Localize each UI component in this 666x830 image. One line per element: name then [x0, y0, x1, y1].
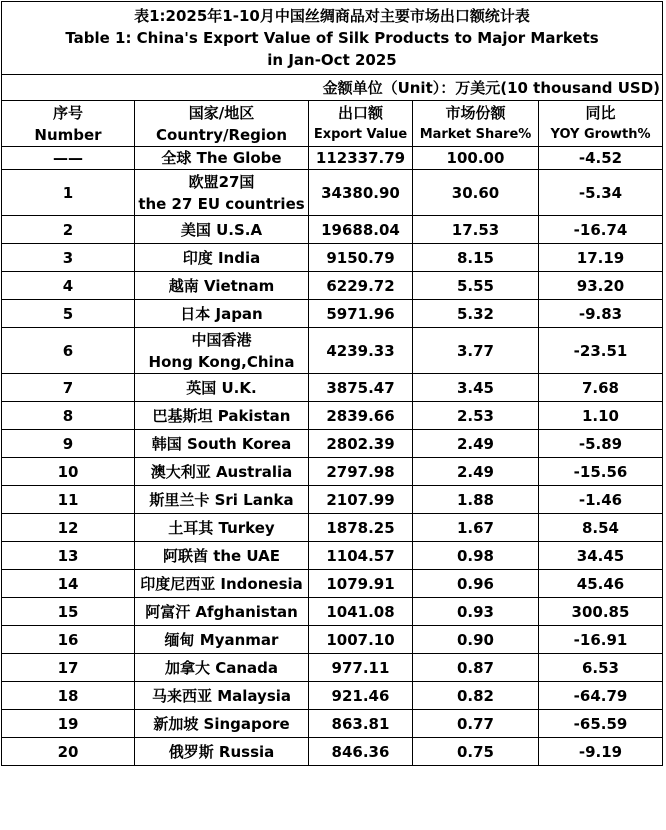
- row-yoy-growth: -5.34: [539, 170, 663, 216]
- row-yoy-growth: -9.83: [539, 300, 663, 328]
- row-number: 2: [2, 216, 135, 244]
- row-number: 14: [2, 570, 135, 598]
- table-row: [2, 654, 663, 682]
- row-country: 日本 Japan: [135, 300, 309, 328]
- row-country: 巴基斯坦 Pakistan: [135, 402, 309, 430]
- row-number: 16: [2, 626, 135, 654]
- row-export-value: 1007.10: [309, 626, 413, 654]
- row-yoy-growth: 93.20: [539, 272, 663, 300]
- table-row: [2, 374, 663, 402]
- table-row: [2, 570, 663, 598]
- table-row: [2, 738, 663, 766]
- row-country: 土耳其 Turkey: [135, 514, 309, 542]
- row-number: 13: [2, 542, 135, 570]
- row-export-value: 3875.47: [309, 374, 413, 402]
- row-yoy-growth: -65.59: [539, 710, 663, 738]
- row-market-share: 0.77: [413, 710, 539, 738]
- table-row: [2, 682, 663, 710]
- row-market-share: 17.53: [413, 216, 539, 244]
- table-row: [2, 147, 663, 170]
- row-export-value: 6229.72: [309, 272, 413, 300]
- row-number: 17: [2, 654, 135, 682]
- row-export-value: 5971.96: [309, 300, 413, 328]
- header-country-en: Country/Region: [155, 125, 288, 144]
- row-export-value: 9150.79: [309, 244, 413, 272]
- row-export-value: 1041.08: [309, 598, 413, 626]
- header-number: [2, 101, 135, 147]
- row-country: 美国 U.S.A: [135, 216, 309, 244]
- row-number: 9: [2, 430, 135, 458]
- row-market-share: 0.87: [413, 654, 539, 682]
- table-row: [2, 170, 663, 216]
- row-yoy-growth: 6.53: [539, 654, 663, 682]
- row-market-share: 5.32: [413, 300, 539, 328]
- row-number: 10: [2, 458, 135, 486]
- row-yoy-growth: 300.85: [539, 598, 663, 626]
- row-number: 15: [2, 598, 135, 626]
- row-number: 18: [2, 682, 135, 710]
- row-yoy-growth: -64.79: [539, 682, 663, 710]
- header-country-zh: 国家/地区: [188, 103, 255, 122]
- row-market-share: 3.77: [413, 328, 539, 374]
- row-country: 全球 The Globe: [135, 147, 309, 170]
- row-market-share: 8.15: [413, 244, 539, 272]
- row-yoy-growth: -15.56: [539, 458, 663, 486]
- title-en-line1: Table 1: China's Export Value of Silk Products to Major Markets: [65, 29, 599, 47]
- header-market-share: [413, 101, 539, 147]
- row-market-share: 0.96: [413, 570, 539, 598]
- row-export-value: 1878.25: [309, 514, 413, 542]
- table-row: [2, 300, 663, 328]
- row-market-share: 0.93: [413, 598, 539, 626]
- row-number: 19: [2, 710, 135, 738]
- row-number: 3: [2, 244, 135, 272]
- row-country: 英国 U.K.: [135, 374, 309, 402]
- row-market-share: 1.88: [413, 486, 539, 514]
- row-export-value: 863.81: [309, 710, 413, 738]
- row-number: 8: [2, 402, 135, 430]
- row-number: 12: [2, 514, 135, 542]
- row-export-value: 846.36: [309, 738, 413, 766]
- header-number-en: Number: [34, 125, 102, 144]
- row-yoy-growth: -5.89: [539, 430, 663, 458]
- row-market-share: 30.60: [413, 170, 539, 216]
- row-export-value: 1079.91: [309, 570, 413, 598]
- row-country: 韩国 South Korea: [135, 430, 309, 458]
- header-export-zh: 出口额: [337, 103, 383, 122]
- export-table: [1, 1, 663, 766]
- row-country-zh: 欧盟27国: [188, 172, 255, 191]
- row-yoy-growth: 7.68: [539, 374, 663, 402]
- row-yoy-growth: -1.46: [539, 486, 663, 514]
- row-yoy-growth: 45.46: [539, 570, 663, 598]
- header-export-value: [309, 101, 413, 147]
- row-country: 印度尼西亚 Indonesia: [135, 570, 309, 598]
- row-country: [135, 328, 309, 374]
- row-country-zh: 中国香港: [191, 330, 252, 349]
- row-market-share: 3.45: [413, 374, 539, 402]
- row-yoy-growth: 34.45: [539, 542, 663, 570]
- table-row: [2, 626, 663, 654]
- table-row: [2, 486, 663, 514]
- header-country: [135, 101, 309, 147]
- header-share-zh: 市场份额: [445, 103, 506, 122]
- row-export-value: 4239.33: [309, 328, 413, 374]
- header-yoy-zh: 同比: [585, 103, 616, 122]
- row-number: 4: [2, 272, 135, 300]
- row-country: 阿富汗 Afghanistan: [135, 598, 309, 626]
- row-export-value: 2107.99: [309, 486, 413, 514]
- header-yoy-growth: [539, 101, 663, 147]
- row-export-value: 1104.57: [309, 542, 413, 570]
- title-en-line2: in Jan-Oct 2025: [267, 51, 397, 69]
- table-title: [2, 2, 663, 75]
- row-country: 新加坡 Singapore: [135, 710, 309, 738]
- row-export-value: 34380.90: [309, 170, 413, 216]
- row-export-value: 2802.39: [309, 430, 413, 458]
- header-yoy-en: YOY Growth%: [550, 126, 651, 142]
- row-yoy-growth: 8.54: [539, 514, 663, 542]
- row-country-en: Hong Kong,China: [148, 352, 295, 371]
- header-export-en: Export Value: [313, 126, 408, 142]
- row-country: 阿联酋 the UAE: [135, 542, 309, 570]
- row-market-share: 2.53: [413, 402, 539, 430]
- row-country: 缅甸 Myanmar: [135, 626, 309, 654]
- table-row: [2, 244, 663, 272]
- row-market-share: 100.00: [413, 147, 539, 170]
- row-number: ——: [2, 147, 135, 170]
- row-number: 6: [2, 328, 135, 374]
- row-number: 7: [2, 374, 135, 402]
- row-yoy-growth: -4.52: [539, 147, 663, 170]
- row-export-value: 921.46: [309, 682, 413, 710]
- row-number: 5: [2, 300, 135, 328]
- unit-label: 金额单位（Unit）：万美元(10 thousand USD): [2, 75, 663, 101]
- table-row: [2, 430, 663, 458]
- table-row: [2, 598, 663, 626]
- table-row: [2, 542, 663, 570]
- row-export-value: 2839.66: [309, 402, 413, 430]
- row-market-share: 2.49: [413, 430, 539, 458]
- row-market-share: 0.75: [413, 738, 539, 766]
- row-number: 1: [2, 170, 135, 216]
- row-country: 加拿大 Canada: [135, 654, 309, 682]
- header-number-zh: 序号: [52, 103, 83, 122]
- row-country: 马来西亚 Malaysia: [135, 682, 309, 710]
- row-yoy-growth: -9.19: [539, 738, 663, 766]
- row-country: [135, 170, 309, 216]
- row-export-value: 2797.98: [309, 458, 413, 486]
- table-row: [2, 328, 663, 374]
- row-yoy-growth: -23.51: [539, 328, 663, 374]
- row-market-share: 0.82: [413, 682, 539, 710]
- row-country: 斯里兰卡 Sri Lanka: [135, 486, 309, 514]
- row-country: 越南 Vietnam: [135, 272, 309, 300]
- row-export-value: 112337.79: [309, 147, 413, 170]
- row-market-share: 0.90: [413, 626, 539, 654]
- row-yoy-growth: -16.74: [539, 216, 663, 244]
- header-share-en: Market Share%: [419, 126, 532, 142]
- row-export-value: 19688.04: [309, 216, 413, 244]
- row-market-share: 2.49: [413, 458, 539, 486]
- row-market-share: 0.98: [413, 542, 539, 570]
- table-row: [2, 710, 663, 738]
- table-row: [2, 216, 663, 244]
- row-country: 澳大利亚 Australia: [135, 458, 309, 486]
- row-country-en: the 27 EU countries: [138, 194, 305, 213]
- table-row: [2, 458, 663, 486]
- row-yoy-growth: -16.91: [539, 626, 663, 654]
- row-market-share: 5.55: [413, 272, 539, 300]
- table-row: [2, 514, 663, 542]
- table-row: [2, 402, 663, 430]
- row-export-value: 977.11: [309, 654, 413, 682]
- row-yoy-growth: 1.10: [539, 402, 663, 430]
- row-country: 印度 India: [135, 244, 309, 272]
- row-number: 11: [2, 486, 135, 514]
- row-yoy-growth: 17.19: [539, 244, 663, 272]
- row-number: 20: [2, 738, 135, 766]
- title-zh: 表1:2025年1-10月中国丝绸商品对主要市场出口额统计表: [134, 7, 530, 25]
- row-market-share: 1.67: [413, 514, 539, 542]
- table-row: [2, 272, 663, 300]
- row-country: 俄罗斯 Russia: [135, 738, 309, 766]
